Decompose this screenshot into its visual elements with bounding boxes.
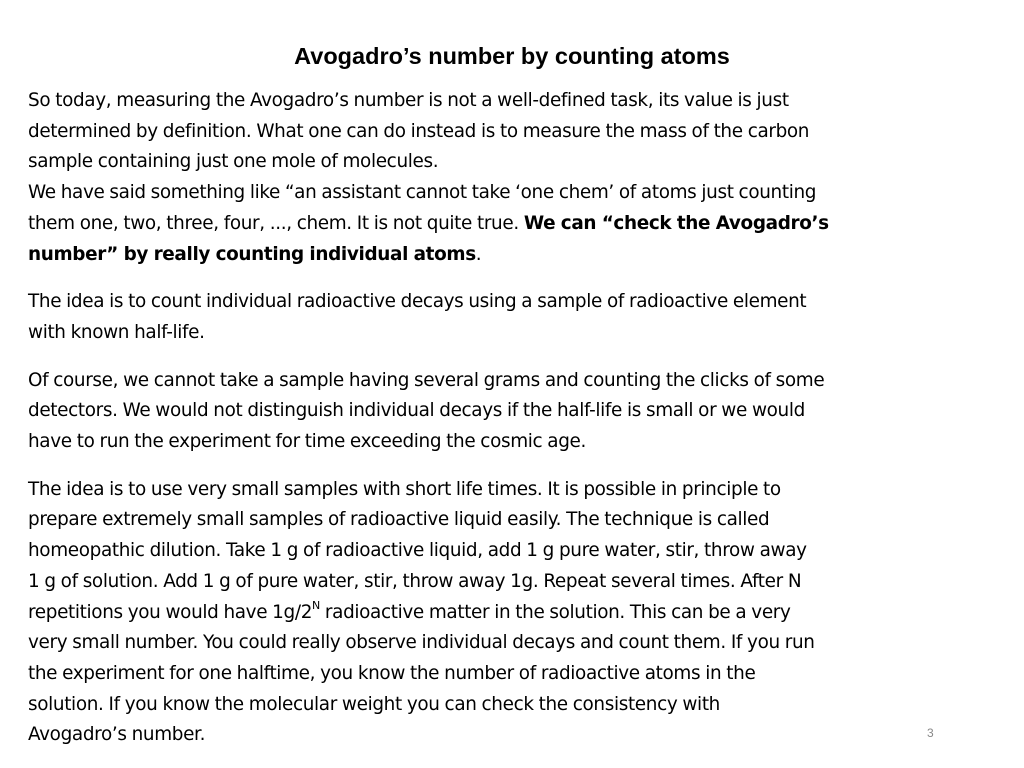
text-line: sample containing just one mole of molecules. bbox=[28, 151, 439, 173]
text-segment: . bbox=[475, 243, 482, 265]
text-line: detectors. We would not distinguish individual decays if the half-life is small or we would bbox=[28, 400, 805, 422]
slide-body bbox=[28, 86, 968, 751]
text-line: Of course, we cannot take a sample having several grams and counting the clicks of some bbox=[28, 369, 825, 391]
superscript-exponent: N bbox=[312, 598, 320, 612]
text-line: have to run the experiment for time exceeding the cosmic age. bbox=[28, 431, 586, 453]
text-line bbox=[28, 598, 968, 629]
text-line: homeopathic dilution. Take 1 g of radioactive liquid, add 1 g pure water, stir, throw away bbox=[28, 540, 807, 562]
paragraph-dilution bbox=[28, 475, 968, 751]
text-line bbox=[28, 240, 968, 271]
text-line: Avogadro’s number. bbox=[28, 724, 206, 746]
text-segment: repetitions you would have 1g/2 bbox=[28, 601, 313, 623]
text-line: We have said something like “an assistant cannot take ‘one chem’ of atoms just counting bbox=[28, 182, 817, 204]
text-line: solution. If you know the molecular weight you can check the consistency with bbox=[28, 693, 720, 715]
text-line: the experiment for one halftime, you know the number of radioactive atoms in the bbox=[28, 662, 756, 684]
paragraph-limitations bbox=[28, 366, 968, 458]
text-line: The idea is to count individual radioactive decays using a sample of radioactive element bbox=[28, 291, 807, 313]
text-line: very small number. You could really observe individual decays and count them. If you run bbox=[28, 632, 815, 654]
bold-emphasis: We can “check the Avogadro’s bbox=[523, 212, 829, 234]
text-line: The idea is to use very small samples with short life times. It is possible in principle to bbox=[28, 478, 781, 500]
bold-emphasis: number” by really counting individual atoms bbox=[28, 243, 476, 265]
text-line: determined by definition. What one can do instead is to measure the mass of the carbon bbox=[28, 120, 810, 142]
text-line: 1 g of solution. Add 1 g of pure water, stir, throw away 1g. Repeat several times. After N bbox=[28, 570, 802, 592]
slide-title: Avogadro’s number by counting atoms bbox=[294, 43, 730, 69]
paragraph-idea bbox=[28, 287, 968, 348]
text-line: prepare extremely small samples of radioactive liquid easily. The technique is called bbox=[28, 509, 770, 531]
paragraph-definition bbox=[28, 86, 968, 270]
text-segment: radioactive matter in the solution. This can be a very bbox=[319, 601, 791, 623]
page-number: 3 bbox=[927, 726, 934, 740]
text-line bbox=[28, 209, 968, 240]
text-line: with known half-life. bbox=[28, 321, 205, 343]
text-segment: them one, two, three, four, ..., chem. It is not quite true. bbox=[28, 212, 524, 234]
text-line: So today, measuring the Avogadro’s number is not a well-defined task, its value is just bbox=[28, 90, 789, 111]
